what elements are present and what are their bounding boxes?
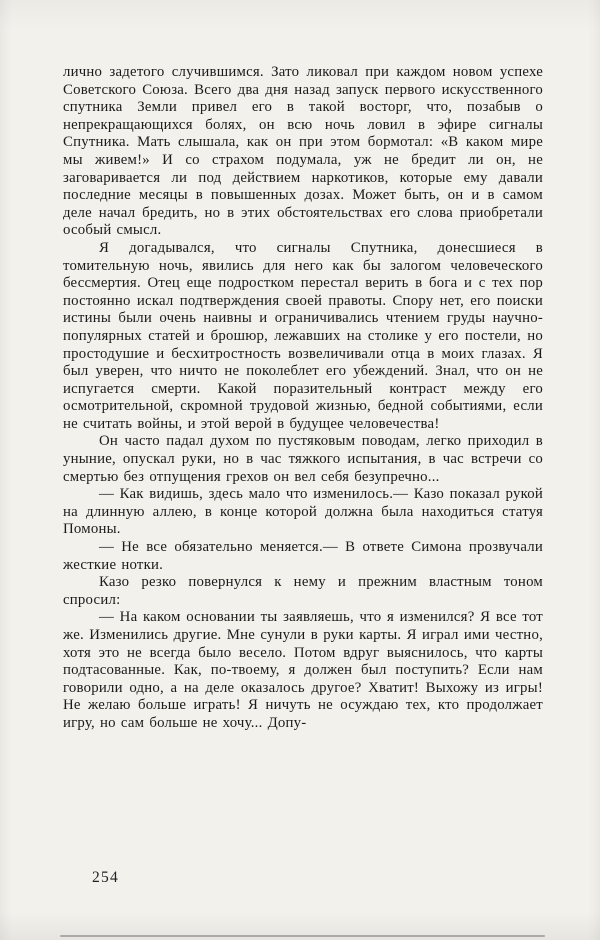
page-number: 254 — [92, 869, 119, 886]
paragraph-dialogue: — На каком основании ты заявляешь, что я изменился? Я все тот же. Изменились другие. Мне сунули в руки карты. Я играл ими честно, хотя это не всегда было весело. Потом вдруг выяснилось, что карты подтасованные. Как, по-твоему, я должен был поступить? Если нам говорили одно, а на деле оказалось другое? Хватит! Выхожу из игры! Не желаю больше играть! Я ничуть не осуждаю тех, кто продолжает игру, но сам больше не хочу... Допу- — [63, 609, 543, 731]
paragraph-dialogue: — Не все обязательно меняется.— В ответе Симона прозвучали жесткие нотки. — [63, 539, 543, 573]
paragraph: Казо резко повернулся к нему и прежним властным тоном спросил: — [63, 574, 543, 608]
paragraph-dialogue: — Как видишь, здесь мало что изменилось.— Казо показал рукой на длинную аллею, в конце которой должна была находиться статуя Помоны. — [63, 486, 543, 538]
paragraph: Я догадывался, что сигналы Спутника, донесшиеся в томительную ночь, явились для него как бы залогом человеческого бессмертия. Отец еще подростком перестал верить в бога и с тех пор постоянно искал подтверждения своей правоты. Спору нет, его поиски истины были очень наивны и ограничивались чтением груды научно-популярных статей и брошюр, лежавших на столике у его постели, но простодушие и бесхитростность возвеличивали отца в моих глазах. Я был уверен, что ничто не поколеблет его убеждений. Знал, что он не испугается смерти. Какой поразительный контраст между его осмотрительной, скромной трудовой жизнью, бедной событиями, если не считать войны, и этой верой в будущее человечества! — [63, 239, 543, 432]
paragraph: лично задетого случившимся. Зато ликовал при каждом новом успехе Советского Союза. Всего два дня назад запуск первого искусственного спутника Земли привел его в такой восторг, что, позабыв о непрекращающихся болях, он всю ночь ловил в эфире сигналы Спутника. Мать слышала, как он при этом бормотал: «В каком мире мы живем!» И со страхом подумала, уж не бредит ли он, не заговаривается ли под действием наркотиков, которые ему давали последние месяцы в повышенных дозах. Может быть, он и в самом деле начал бредить, но в этих обстоятельствах его слова приобретали особый смысл. — [63, 64, 543, 239]
text-block — [63, 64, 543, 733]
scan-artifact-line — [60, 935, 545, 937]
paragraph: Он часто падал духом по пустяковым поводам, легко приходил в уныние, опускал руки, но в час тяжкого испытания, в час встречи со смертью без отпущения грехов он вел себя безупречно... — [63, 433, 543, 485]
